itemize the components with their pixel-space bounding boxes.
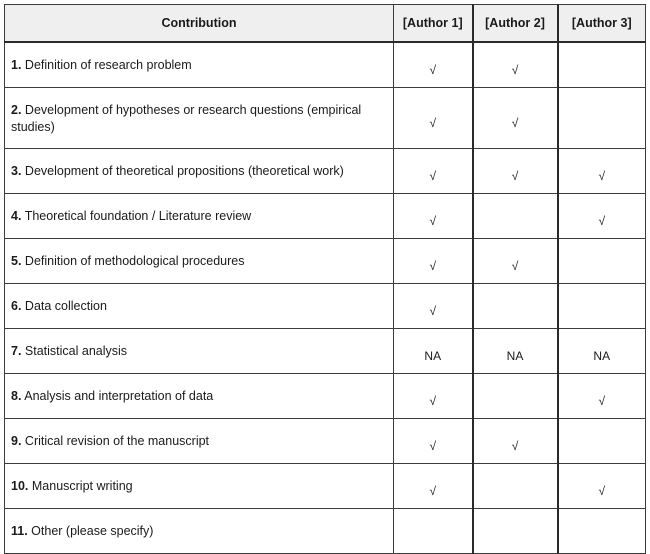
contribution-cell [5,419,394,464]
contribution-cell [5,464,394,509]
author-3-mark [558,419,646,464]
author-2-mark: √ [473,149,558,194]
contribution-cell [5,88,394,149]
contribution-text: Manuscript writing [31,478,133,493]
contribution-text: Critical revision of the manuscript [24,433,210,448]
table-row [5,509,646,554]
author-2-mark [473,194,558,239]
author-3-mark: √ [558,149,646,194]
author-1-mark: √ [394,419,473,464]
author-2-mark: √ [473,239,558,284]
contribution-text: Definition of research problem [24,57,192,72]
author-1-mark: √ [394,88,473,149]
row-number: 6. [11,298,22,313]
header-row [5,5,646,43]
table-row [5,42,646,88]
author-2-mark [473,374,558,419]
header-author-3: [Author 3] [558,5,646,43]
author-3-mark [558,284,646,329]
contribution-cell [5,509,394,554]
author-2-mark: √ [473,42,558,88]
author-3-mark: NA [558,329,646,374]
author-1-mark: NA [394,329,473,374]
contribution-text: Development of hypotheses or research questions (empirical studies) [11,103,362,134]
contribution-text: Theoretical foundation / Literature review [24,208,252,223]
contribution-text: Other (please specify) [31,523,154,538]
row-number: 2. [11,103,22,117]
table-row [5,284,646,329]
table-row [5,374,646,419]
table-row [5,149,646,194]
row-number: 9. [11,433,22,448]
contribution-text: Analysis and interpretation of data [24,388,214,403]
author-1-mark [394,509,473,554]
row-number: 11. [11,523,28,538]
row-number: 1. [11,57,22,72]
table-row [5,239,646,284]
table-row [5,88,646,149]
row-number: 5. [11,253,22,268]
contribution-cell [5,284,394,329]
author-3-mark [558,42,646,88]
contribution-cell [5,149,394,194]
row-number: 7. [11,343,22,358]
author-2-mark [473,464,558,509]
author-1-mark: √ [394,464,473,509]
author-1-mark: √ [394,194,473,239]
contribution-cell [5,374,394,419]
row-number: 8. [11,388,22,403]
contribution-cell [5,329,394,374]
contribution-text: Data collection [24,298,107,313]
row-number: 4. [11,208,22,223]
contribution-cell [5,194,394,239]
author-3-mark: √ [558,464,646,509]
table-row [5,329,646,374]
contribution-cell [5,239,394,284]
author-1-mark: √ [394,42,473,88]
author-3-mark: √ [558,194,646,239]
author-2-mark: √ [473,88,558,149]
contribution-text: Definition of methodological procedures [24,253,245,268]
header-author-2: [Author 2] [473,5,558,43]
author-3-mark [558,509,646,554]
author-2-mark [473,284,558,329]
contribution-text: Development of theoretical propositions (theoretical work) [24,163,344,178]
table-row [5,419,646,464]
author-2-mark: √ [473,419,558,464]
table-row [5,464,646,509]
contribution-text: Statistical analysis [24,343,128,358]
row-number: 10. [11,478,29,493]
author-3-mark [558,88,646,149]
row-number: 3. [11,163,22,178]
author-2-mark [473,509,558,554]
author-3-mark: √ [558,374,646,419]
author-1-mark: √ [394,374,473,419]
header-author-1: [Author 1] [394,5,473,43]
contribution-cell [5,42,394,88]
author-contribution-table [4,4,646,554]
author-3-mark [558,239,646,284]
author-1-mark: √ [394,284,473,329]
table-row [5,194,646,239]
author-1-mark: √ [394,239,473,284]
author-2-mark: NA [473,329,558,374]
header-contribution: Contribution [5,5,394,43]
author-1-mark: √ [394,149,473,194]
